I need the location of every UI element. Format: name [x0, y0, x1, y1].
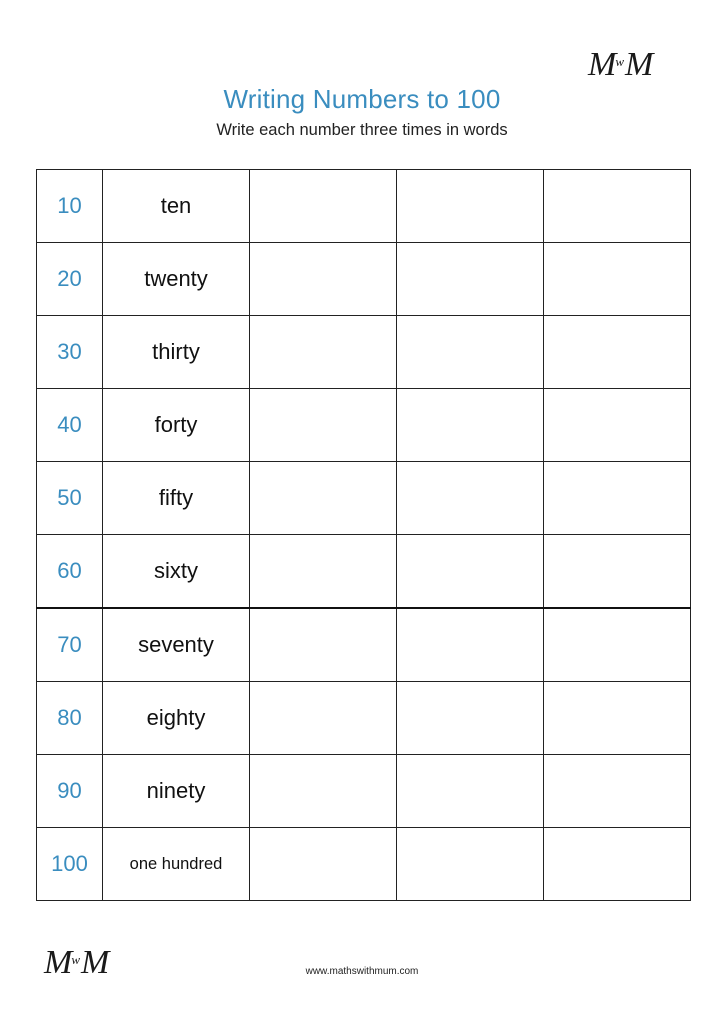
blank-writing-cell[interactable]	[397, 170, 544, 243]
number-cell: 40	[37, 389, 103, 462]
logo-bottom: $M^wM$	[44, 944, 108, 981]
number-cell: 50	[37, 462, 103, 535]
table-row	[37, 535, 691, 609]
table-row	[37, 755, 691, 828]
number-cell: 70	[37, 608, 103, 682]
blank-writing-cell[interactable]	[397, 828, 544, 901]
worksheet-title: Writing Numbers to 100	[223, 84, 501, 114]
number-cell: 30	[37, 316, 103, 389]
blank-writing-cell[interactable]	[250, 243, 397, 316]
writing-table	[36, 169, 691, 901]
blank-writing-cell[interactable]	[250, 755, 397, 828]
logo-top: $M^wM$	[588, 46, 652, 83]
blank-writing-cell[interactable]	[250, 682, 397, 755]
word-cell: sixty	[103, 535, 250, 609]
blank-writing-cell[interactable]	[397, 316, 544, 389]
table-row	[37, 682, 691, 755]
blank-writing-cell[interactable]	[397, 535, 544, 609]
word-cell: eighty	[103, 682, 250, 755]
blank-writing-cell[interactable]	[544, 755, 691, 828]
word-cell: twenty	[103, 243, 250, 316]
blank-writing-cell[interactable]	[544, 170, 691, 243]
worksheet-subtitle: Write each number three times in words	[216, 121, 508, 139]
number-cell: 60	[37, 535, 103, 609]
blank-writing-cell[interactable]	[397, 243, 544, 316]
table-row	[37, 608, 691, 682]
blank-writing-cell[interactable]	[250, 316, 397, 389]
blank-writing-cell[interactable]	[544, 389, 691, 462]
blank-writing-cell[interactable]	[544, 243, 691, 316]
blank-writing-cell[interactable]	[250, 462, 397, 535]
blank-writing-cell[interactable]	[397, 608, 544, 682]
blank-writing-cell[interactable]	[397, 682, 544, 755]
blank-writing-cell[interactable]	[250, 828, 397, 901]
table-row	[37, 243, 691, 316]
word-cell: fifty	[103, 462, 250, 535]
blank-writing-cell[interactable]	[250, 535, 397, 609]
footer-url: www.mathswithmum.com	[305, 966, 419, 977]
word-cell: thirty	[103, 316, 250, 389]
number-cell: 20	[37, 243, 103, 316]
blank-writing-cell[interactable]	[397, 462, 544, 535]
number-cell: 10	[37, 170, 103, 243]
word-cell: ninety	[103, 755, 250, 828]
word-cell: seventy	[103, 608, 250, 682]
number-cell: 90	[37, 755, 103, 828]
blank-writing-cell[interactable]	[544, 462, 691, 535]
table-row	[37, 170, 691, 243]
blank-writing-cell[interactable]	[544, 682, 691, 755]
blank-writing-cell[interactable]	[544, 828, 691, 901]
word-cell: one hundred	[103, 828, 250, 901]
blank-writing-cell[interactable]	[397, 389, 544, 462]
table-row	[37, 389, 691, 462]
blank-writing-cell[interactable]	[397, 755, 544, 828]
word-cell: forty	[103, 389, 250, 462]
blank-writing-cell[interactable]	[250, 389, 397, 462]
blank-writing-cell[interactable]	[544, 316, 691, 389]
table-row	[37, 828, 691, 901]
blank-writing-cell[interactable]	[250, 608, 397, 682]
blank-writing-cell[interactable]	[544, 608, 691, 682]
number-cell: 100	[37, 828, 103, 901]
blank-writing-cell[interactable]	[544, 535, 691, 609]
word-cell: ten	[103, 170, 250, 243]
table-row	[37, 316, 691, 389]
number-cell: 80	[37, 682, 103, 755]
blank-writing-cell[interactable]	[250, 170, 397, 243]
table-row	[37, 462, 691, 535]
